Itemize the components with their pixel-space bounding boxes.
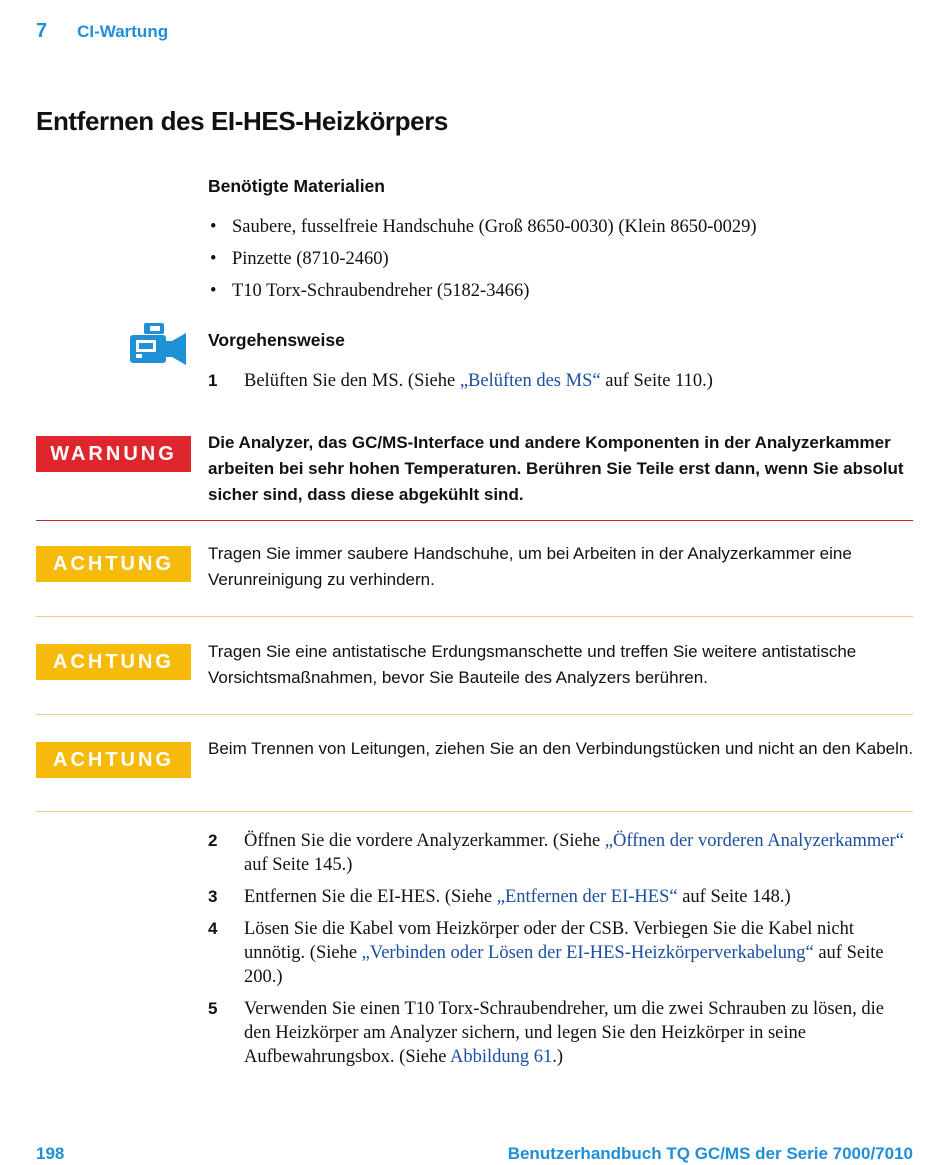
- step-text: Öffnen Sie die vordere Analyzerkammer. (Siehe „Öffnen der vorderen Analyzerkammer“ auf Seite 145.): [244, 831, 904, 875]
- book-title: Benutzerhandbuch TQ GC/MS der Serie 7000/7010: [507, 1144, 913, 1163]
- caution-badge: ACHTUNG: [36, 742, 191, 778]
- warning-badge: WARNUNG: [36, 436, 191, 472]
- step-text: Verwenden Sie einen T10 Torx-Schraubendreher, um die zwei Schrauben zu lösen, die den Heizkörper am Analyzer sichern, und legen Sie den Heizkörper in seine Aufbewahrungsbox. (Siehe Abbildung 61.): [244, 999, 884, 1067]
- warning-text: Die Analyzer, das GC/MS-Interface und andere Komponenten in der Analyzerkammer arbeiten bei sehr hohen Temperaturen. Berühren Sie Teile erst dann, wenn Sie absolut sicher sind, dass diese abgekühlt sind.: [208, 433, 904, 504]
- step-number: 4: [208, 919, 218, 938]
- caution-text: Tragen Sie immer saubere Handschuhe, um bei Arbeiten in der Analyzerkammer eine Verunreinigung zu verhindern.: [208, 544, 852, 589]
- step-number: 3: [208, 887, 218, 906]
- list-item: • Pinzette (8710-2460): [210, 249, 389, 269]
- step-link[interactable]: Abbildung 61: [450, 1047, 553, 1067]
- materials-list: [210, 214, 757, 310]
- step-link[interactable]: „Entfernen der EI-HES“: [496, 887, 678, 907]
- caution-text: Tragen Sie eine antistatische Erdungsmanschette und treffen Sie weitere antistatische Vorsichtsmaßnahmen, bevor Sie Bauteile des Analyzers berühren.: [208, 642, 857, 687]
- step-text: Entfernen Sie die EI-HES. (Siehe „Entfernen der EI-HES“ auf Seite 148.): [244, 887, 791, 907]
- video-camera-icon: [130, 323, 186, 367]
- step-number: 1: [208, 371, 218, 390]
- caution-divider: [36, 616, 913, 617]
- caution-text: Beim Trennen von Leitungen, ziehen Sie an den Verbindungstücken und nicht an den Kabeln.: [208, 739, 914, 758]
- caution-divider: [36, 714, 913, 715]
- step-number: 2: [208, 831, 218, 850]
- page-title: Entfernen des EI-HES-Heizkörpers: [36, 106, 448, 136]
- caution-badge: ACHTUNG: [36, 546, 191, 582]
- step-text: Belüften Sie den MS. (Siehe „Belüften des MS“ auf Seite 110.): [244, 371, 713, 391]
- step-number: 5: [208, 999, 218, 1018]
- step-link[interactable]: „Verbinden oder Lösen der EI-HES-Heizkörperverkabelung“: [361, 943, 814, 963]
- materials-heading: Benötigte Materialien: [208, 176, 385, 196]
- step-link[interactable]: „Öffnen der vorderen Analyzerkammer“: [604, 831, 904, 851]
- caution-badge: ACHTUNG: [36, 644, 191, 680]
- procedure-heading: Vorgehensweise: [208, 330, 345, 350]
- step-link[interactable]: „Belüften des MS“: [459, 371, 601, 391]
- warning-divider: [36, 520, 913, 521]
- list-item: • Saubere, fusselfreie Handschuhe (Groß 8650-0030) (Klein 8650-0029): [210, 217, 757, 237]
- running-header: [36, 20, 168, 43]
- caution-divider: [36, 811, 913, 812]
- chapter-title: CI-Wartung: [77, 22, 169, 41]
- chapter-number: 7: [36, 20, 48, 42]
- list-item: • T10 Torx-Schraubendreher (5182-3466): [210, 281, 530, 301]
- page-number: 198: [36, 1144, 65, 1163]
- step-text: Lösen Sie die Kabel vom Heizkörper oder der CSB. Verbiegen Sie die Kabel nicht unnötig. (Siehe „Verbinden oder Lösen der EI-HES-Heizkörperverkabelung“ auf Seite 200.): [244, 919, 884, 987]
